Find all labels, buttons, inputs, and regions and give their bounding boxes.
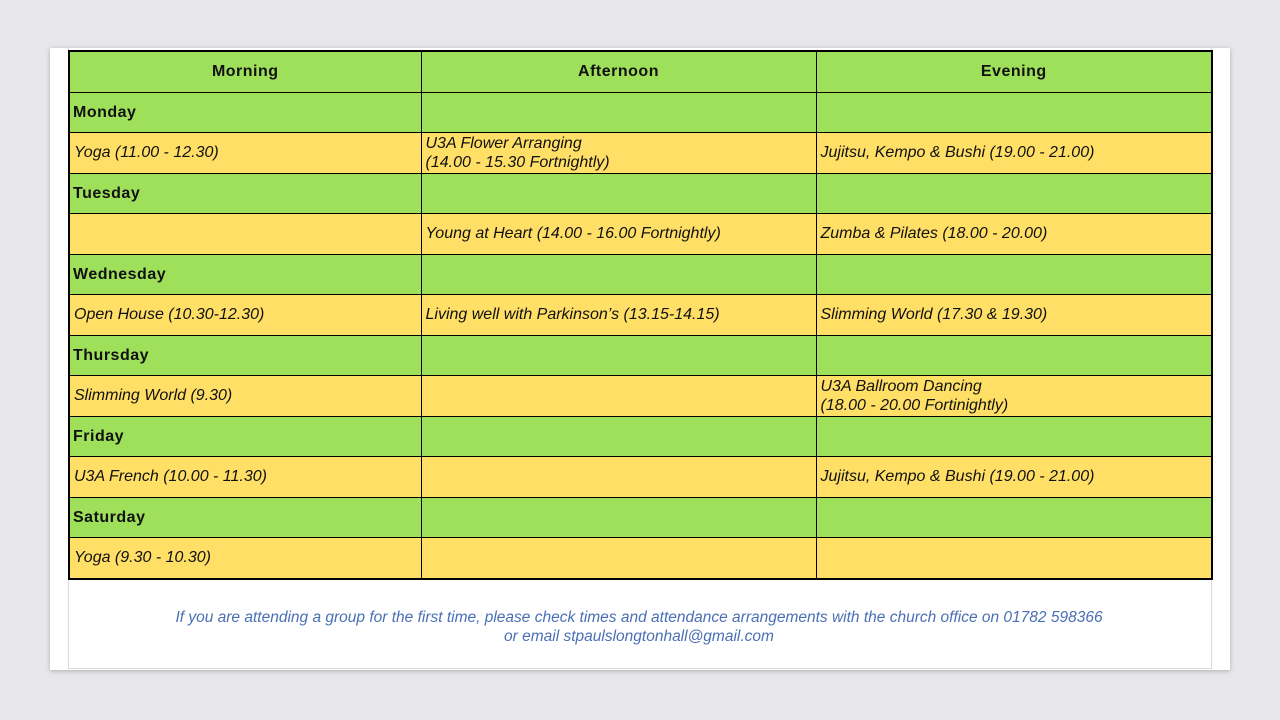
footnote [68, 608, 1210, 646]
day-row-empty-cell [421, 497, 816, 538]
header-morning: Morning [69, 51, 421, 92]
activity-text: Yoga (11.00 - 12.30) [74, 144, 219, 162]
day-row-empty-cell [816, 254, 1212, 295]
activity-row [69, 295, 1212, 336]
afternoon-activity-cell [421, 295, 816, 336]
day-row [69, 335, 1212, 376]
morning-activity-cell [69, 214, 421, 255]
day-row-empty-cell [421, 416, 816, 457]
afternoon-activity-cell [421, 133, 816, 174]
day-row-empty-cell [421, 254, 816, 295]
day-row-empty-cell [816, 335, 1212, 376]
header-afternoon: Afternoon [421, 51, 816, 92]
schedule-body [69, 92, 1212, 579]
footnote-line-2: or email stpaulslongtonhall@gmail.com [504, 628, 774, 645]
activity-text: U3A French (10.00 - 11.30) [74, 468, 267, 486]
morning-activity-cell [69, 133, 421, 174]
day-row-empty-cell [816, 92, 1212, 133]
afternoon-activity-cell [421, 457, 816, 498]
evening-activity-cell [816, 538, 1212, 579]
activity-text: Living well with Parkinson’s (13.15-14.15) [425, 306, 720, 324]
activity-row [69, 133, 1212, 174]
day-row-empty-cell [421, 335, 816, 376]
day-row [69, 254, 1212, 295]
header-row [69, 51, 1212, 92]
activity-text: (14.00 - 15.30 Fortnightly) [425, 153, 610, 171]
day-row [69, 173, 1212, 214]
day-name: Tuesday [69, 173, 421, 214]
day-name: Saturday [69, 497, 421, 538]
evening-activity-cell [816, 133, 1212, 174]
day-name: Friday [69, 416, 421, 457]
afternoon-activity-cell [421, 376, 816, 417]
activity-text: U3A Flower Arranging [425, 134, 582, 152]
activity-text: Jujitsu, Kempo & Bushi (19.00 - 21.00) [820, 468, 1095, 486]
day-row-empty-cell [421, 173, 816, 214]
activity-row [69, 376, 1212, 417]
day-row-empty-cell [816, 416, 1212, 457]
afternoon-activity-cell [421, 214, 816, 255]
activity-row [69, 457, 1212, 498]
activity-row [69, 538, 1212, 579]
day-row-empty-cell [816, 173, 1212, 214]
activity-text: (18.00 - 20.00 Fortinightly) [820, 396, 1009, 414]
evening-activity-cell [816, 214, 1212, 255]
afternoon-activity-cell [421, 538, 816, 579]
morning-activity-cell [69, 295, 421, 336]
day-row-empty-cell [421, 92, 816, 133]
activity-row [69, 214, 1212, 255]
morning-activity-cell [69, 457, 421, 498]
day-row [69, 416, 1212, 457]
day-row [69, 497, 1212, 538]
activity-text: Yoga (9.30 - 10.30) [74, 549, 211, 567]
day-name: Thursday [69, 335, 421, 376]
activity-text: Slimming World (9.30) [74, 387, 233, 405]
day-row [69, 92, 1212, 133]
morning-activity-cell [69, 376, 421, 417]
activity-text: Zumba & Pilates (18.00 - 20.00) [820, 225, 1048, 243]
activity-text: Open House (10.30-12.30) [74, 306, 265, 324]
footnote-line-1: If you are attending a group for the first time, please check times and attendance arrangements with the church office on 01782 598366 [175, 609, 1103, 626]
document-page [50, 48, 1230, 670]
evening-activity-cell [816, 376, 1212, 417]
evening-activity-cell [816, 295, 1212, 336]
activity-text: Young at Heart (14.00 - 16.00 Fortnightly) [425, 225, 721, 243]
activity-text: Slimming World (17.30 & 19.30) [820, 306, 1048, 324]
header-evening: Evening [816, 51, 1212, 92]
day-row-empty-cell [816, 497, 1212, 538]
weekly-timetable [68, 50, 1213, 580]
day-name: Monday [69, 92, 421, 133]
evening-activity-cell [816, 457, 1212, 498]
day-name: Wednesday [69, 254, 421, 295]
activity-text: Jujitsu, Kempo & Bushi (19.00 - 21.00) [820, 144, 1095, 162]
activity-text: U3A Ballroom Dancing [820, 377, 982, 395]
morning-activity-cell [69, 538, 421, 579]
